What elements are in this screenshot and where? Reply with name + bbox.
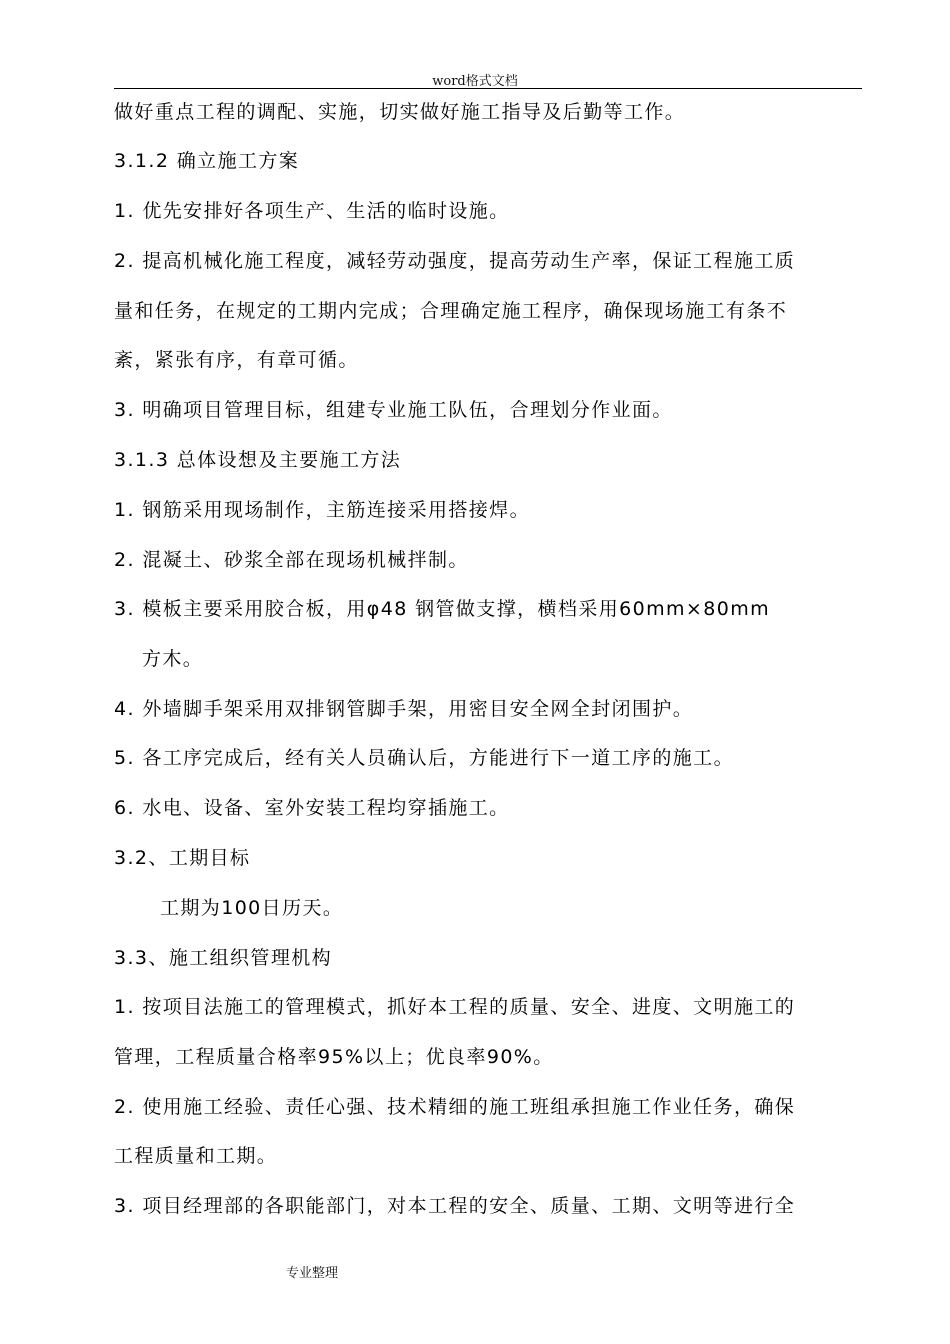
list-item: 5. 各工序完成后，经有关人员确认后，方能进行下一道工序的施工。 xyxy=(114,747,734,769)
body-line: 做好重点工程的调配、实施，切实做好施工指导及后勤等工作。 xyxy=(114,101,686,123)
list-item: 2. 使用施工经验、责任心强、技术精细的施工班组承担施工作业任务，确保 xyxy=(114,1096,796,1118)
section-heading: 3.1.2 确立施工方案 xyxy=(114,150,300,172)
list-item: 2. 提高机械化施工程度，减轻劳动强度，提高劳动生产率，保证工程施工质 xyxy=(114,250,796,272)
list-item: 3. 模板主要采用胶合板，用φ48 钢管做支撑，横档采用60mm×80mm xyxy=(114,598,771,620)
page-footer: 专业整理 xyxy=(286,1266,339,1281)
list-item: 4. 外墙脚手架采用双排钢管脚手架，用密目安全网全封闭围护。 xyxy=(114,698,694,720)
section-heading: 3.2、工期目标 xyxy=(114,847,251,869)
list-item: 3. 项目经理部的各职能部门，对本工程的安全、质量、工期、文明等进行全 xyxy=(114,1195,796,1217)
body-line: 工期为100日历天。 xyxy=(160,897,344,919)
list-item: 1. 钢筋采用现场制作，主筋连接采用搭接焊。 xyxy=(114,499,530,521)
header-rule xyxy=(114,88,862,89)
page-header: word格式文档 xyxy=(432,74,518,89)
list-item: 1. 按项目法施工的管理模式，抓好本工程的质量、安全、进度、文明施工的 xyxy=(114,996,796,1018)
body-line: 量和任务，在规定的工期内完成；合理确定施工程序，确保现场施工有条不 xyxy=(114,300,788,322)
list-item: 1. 优先安排好各项生产、生活的临时设施。 xyxy=(114,200,510,222)
section-heading: 3.3、施工组织管理机构 xyxy=(114,947,333,969)
list-item: 6. 水电、设备、室外安装工程均穿插施工。 xyxy=(114,797,510,819)
body-line: 紊，紧张有序，有章可循。 xyxy=(114,349,359,371)
list-item: 3. 明确项目管理目标，组建专业施工队伍，合理划分作业面。 xyxy=(114,399,673,421)
section-heading: 3.1.3 总体设想及主要施工方法 xyxy=(114,449,402,471)
list-item: 2. 混凝土、砂浆全部在现场机械拌制。 xyxy=(114,549,469,571)
body-line: 方木。 xyxy=(142,648,204,670)
body-line: 管理，工程质量合格率95%以上；优良率90%。 xyxy=(114,1046,554,1068)
body-line: 工程质量和工期。 xyxy=(114,1145,278,1167)
